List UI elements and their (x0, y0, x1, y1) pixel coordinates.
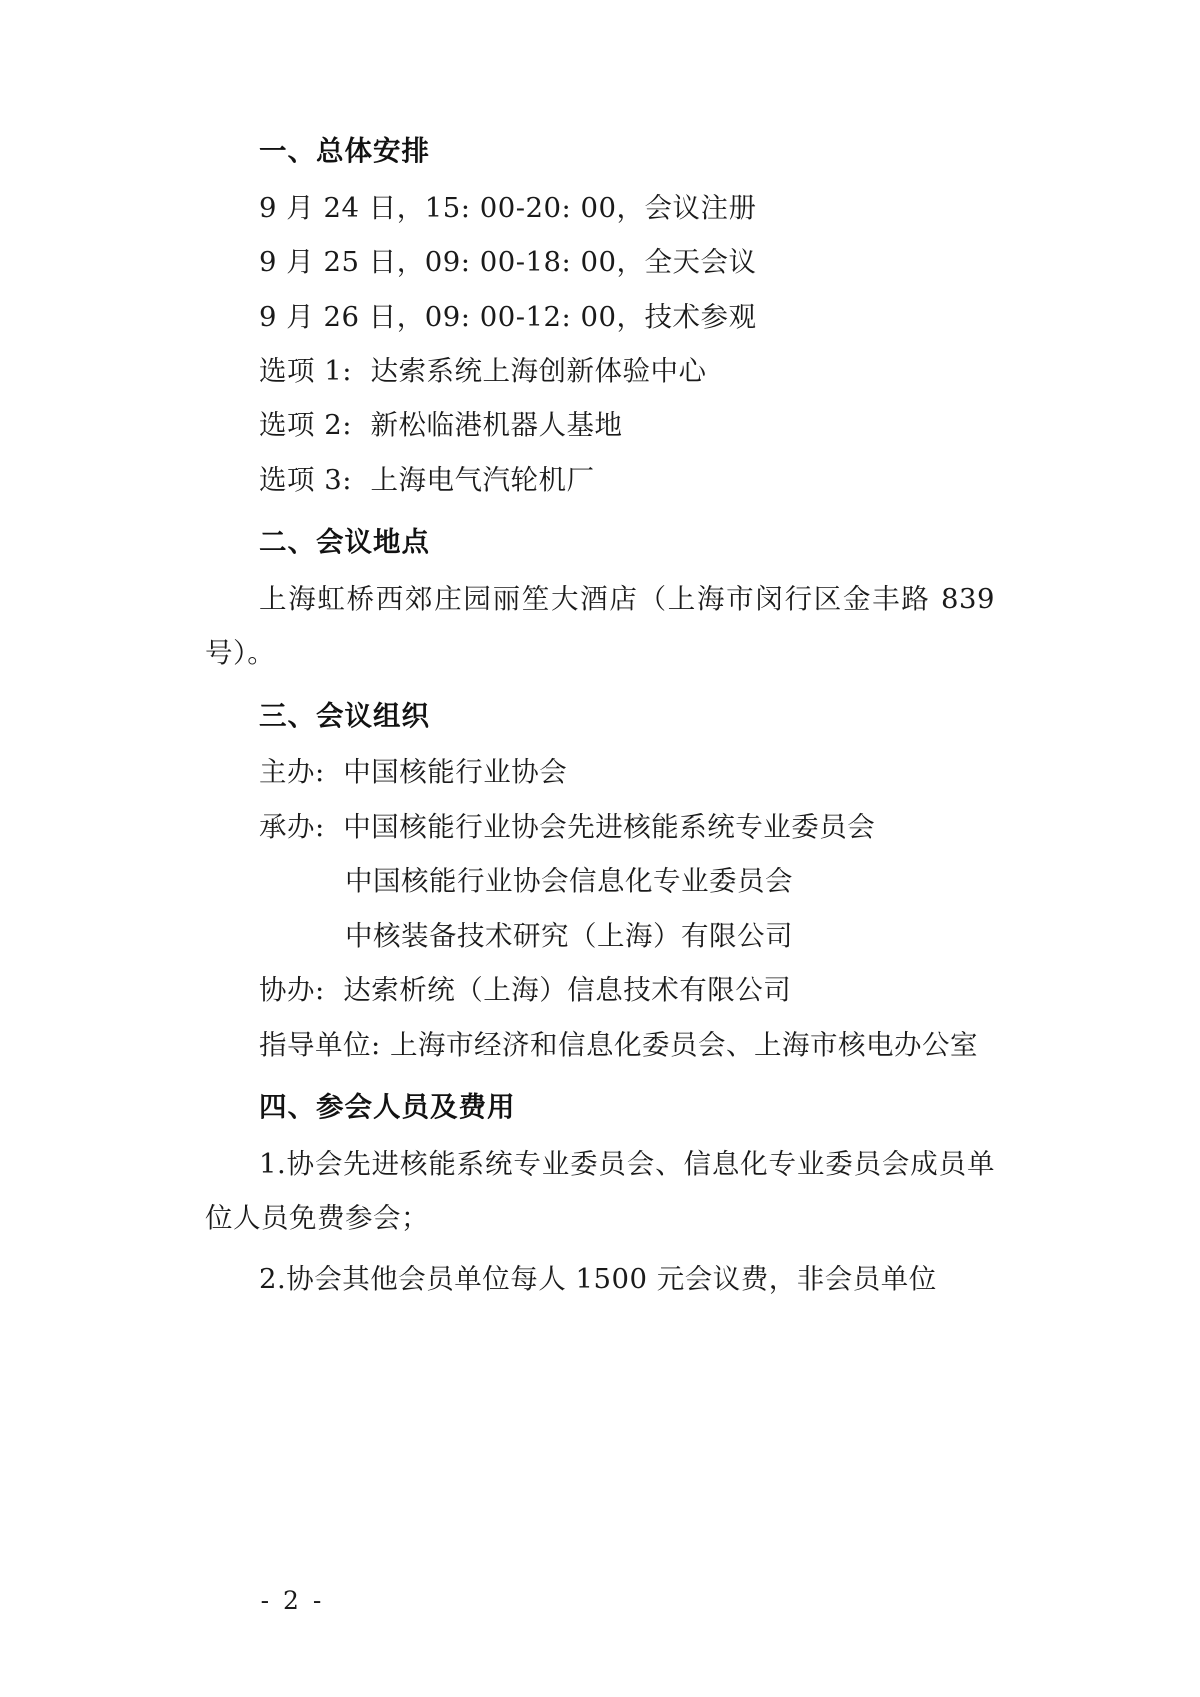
venue-paragraph: 上海虹桥西郊庄园丽笙大酒店（上海市闵行区金丰路 839 号）。 (205, 582, 995, 670)
organizer-undertaker-2: 中国核能行业协会信息化专业委员会 (345, 865, 793, 898)
page-number: - 2 - (260, 1586, 325, 1615)
schedule-line-sep25: 9 月 25 日，09: 00-18: 00，全天会议 (259, 246, 757, 279)
organizer-undertaker-3: 中核装备技术研究（上海）有限公司 (345, 919, 793, 952)
tour-option-1: 选项 1: 达索系统上海创新体验中心 (259, 354, 707, 387)
tour-option-2: 选项 2: 新松临港机器人基地 (259, 409, 623, 442)
section-heading-participants-fees: 四、参会人员及费用 (259, 1091, 516, 1123)
organizer-host: 主办: 中国核能行业协会 (259, 756, 568, 789)
organizer-undertaker-1: 承办: 中国核能行业协会先进核能系统专业委员会 (259, 810, 876, 843)
schedule-line-sep26: 9 月 26 日，09: 00-12: 00，技术参观 (259, 300, 757, 333)
tour-option-3: 选项 3: 上海电气汽轮机厂 (259, 463, 595, 496)
fee-item-2: 2.协会其他会员单位每人 1500 元会议费，非会员单位 (259, 1262, 937, 1295)
document-body (205, 130, 995, 1306)
section-heading-organization: 三、会议组织 (259, 699, 430, 732)
section-heading-venue: 二、会议地点 (259, 526, 430, 559)
page-footer (0, 1586, 1200, 1615)
organizer-guidance-unit: 指导单位: 上海市经济和信息化委员会、上海市核电办公室 (259, 1028, 979, 1061)
schedule-line-sep24: 9 月 24 日，15: 00-20: 00，会议注册 (259, 191, 757, 224)
section-heading-overall-arrangement: 一、总体安排 (259, 135, 430, 167)
fee-item-1: 1.协会先进核能系统专业委员会、信息化专业委员会成员单位人员免费参会； (205, 1147, 995, 1235)
organizer-coorganizer: 协办: 达索析统（上海）信息技术有限公司 (259, 974, 792, 1007)
